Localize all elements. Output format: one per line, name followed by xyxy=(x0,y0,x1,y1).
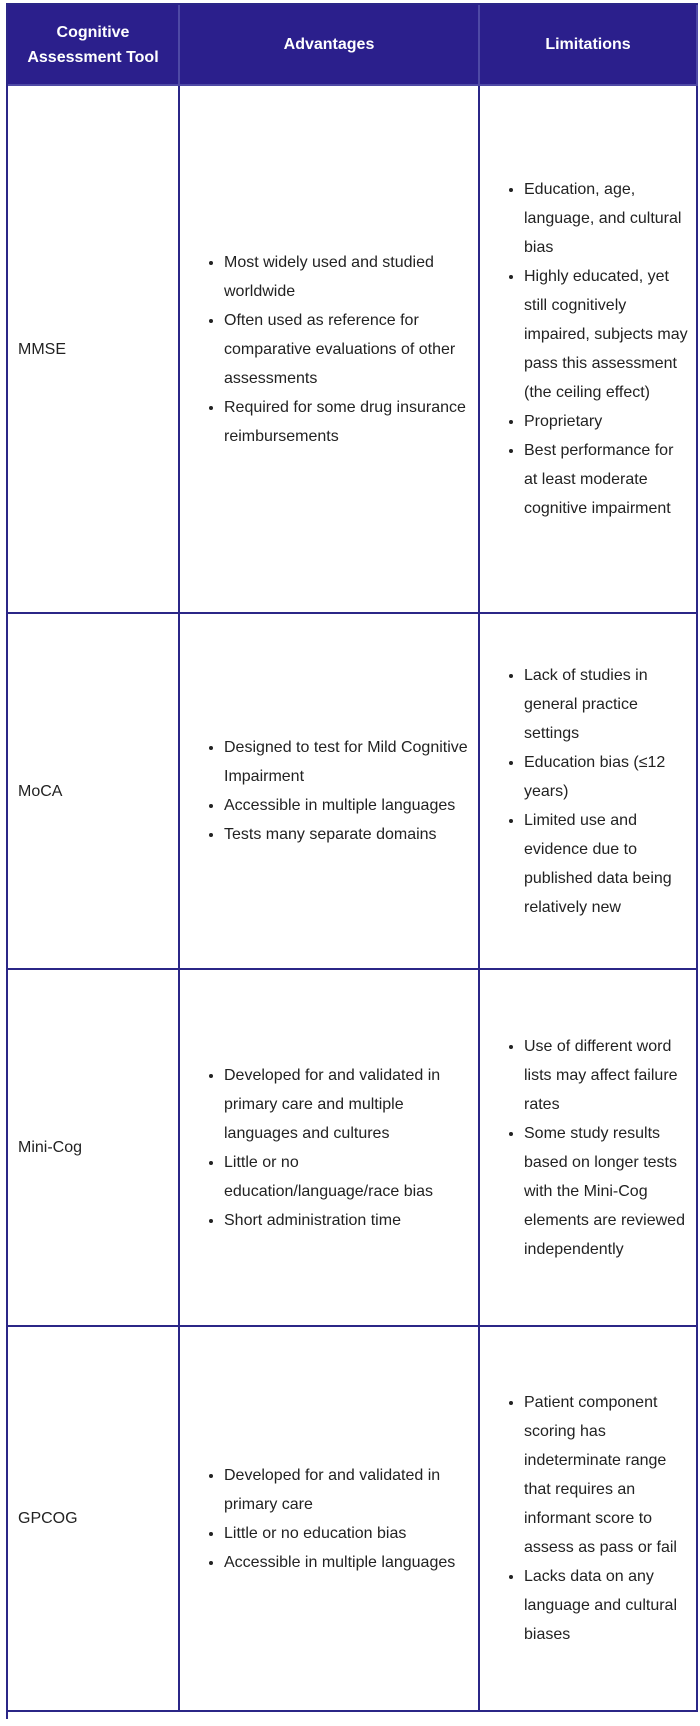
advantages-list xyxy=(196,248,470,451)
list-item: • Limited use and evidence due to published data being relatively new xyxy=(524,806,688,922)
limitations-list xyxy=(496,1032,688,1264)
header-advantages-label: Advantages xyxy=(283,36,375,53)
list-item: • Lack of studies in general practice settings xyxy=(524,661,688,748)
row-mmse-advantages xyxy=(180,86,480,614)
comparison-table xyxy=(6,3,698,1719)
list-item: • Often used as reference for comparative evaluations of other assessments xyxy=(224,306,470,393)
list-item: • Developed for and validated in primary care xyxy=(224,1461,470,1519)
tool-name: GPCOG xyxy=(18,1510,78,1527)
limitations-list xyxy=(496,661,688,922)
list-item: • Short administration time xyxy=(224,1206,470,1235)
row-mmse-limitations xyxy=(480,86,698,614)
list-item: • Little or no education/language/race bias xyxy=(224,1148,470,1206)
tool-name: MMSE xyxy=(18,340,66,358)
list-item: • Best performance for at least moderate cognitive impairment xyxy=(524,436,688,523)
list-item: • Accessible in multiple languages xyxy=(224,1548,470,1577)
list-item: • Proprietary xyxy=(524,407,688,436)
limitations-list xyxy=(496,1388,688,1649)
header-limitations-label: Limitations xyxy=(545,36,631,53)
row-moca-tool xyxy=(8,614,180,970)
header-tool xyxy=(8,5,180,86)
row-gpcog-advantages xyxy=(180,1327,480,1712)
limitations-list xyxy=(496,175,688,523)
list-item: • Patient component scoring has indeterminate range that requires an informant score to assess as pass or fail xyxy=(524,1388,688,1562)
list-item: • Accessible in multiple languages xyxy=(224,791,470,820)
row-gpcog-tool xyxy=(8,1327,180,1712)
list-item: • Use of different word lists may affect failure rates xyxy=(524,1032,688,1119)
advantages-list xyxy=(196,733,470,849)
row-minicog-limitations xyxy=(480,970,698,1327)
list-item: • Some study results based on longer tests with the Mini-Cog elements are reviewed independently xyxy=(524,1119,688,1264)
row-minicog-advantages xyxy=(180,970,480,1327)
tool-name: MoCA xyxy=(18,782,63,800)
header-tool-label: Cognitive Assessment Tool xyxy=(27,23,159,66)
list-item: • Little or no education bias xyxy=(224,1519,470,1548)
list-item: • Education, age, language, and cultural bias xyxy=(524,175,688,262)
list-item: • Required for some drug insurance reimbursements xyxy=(224,393,470,451)
row-moca-limitations xyxy=(480,614,698,970)
list-item: • Lacks data on any language and cultural biases xyxy=(524,1562,688,1649)
list-item: • Highly educated, yet still cognitively impaired, subjects may pass this assessment (the ceiling effect) xyxy=(524,262,688,407)
row-gpcog-limitations xyxy=(480,1327,698,1712)
advantages-list xyxy=(196,1061,470,1235)
row-moca-advantages xyxy=(180,614,480,970)
list-item: • Most widely used and studied worldwide xyxy=(224,248,470,306)
list-item: • Designed to test for Mild Cognitive Impairment xyxy=(224,733,470,791)
tool-name: Mini-Cog xyxy=(18,1139,83,1156)
list-item: • Tests many separate domains xyxy=(224,820,470,849)
list-item: • Developed for and validated in primary care and multiple languages and cultures xyxy=(224,1061,470,1148)
header-limitations xyxy=(480,5,698,86)
row-mmse-tool xyxy=(8,86,180,614)
advantages-list xyxy=(196,1461,470,1577)
header-advantages xyxy=(180,5,480,86)
list-item: • Education bias (≤12 years) xyxy=(524,748,688,806)
row-minicog-tool xyxy=(8,970,180,1327)
